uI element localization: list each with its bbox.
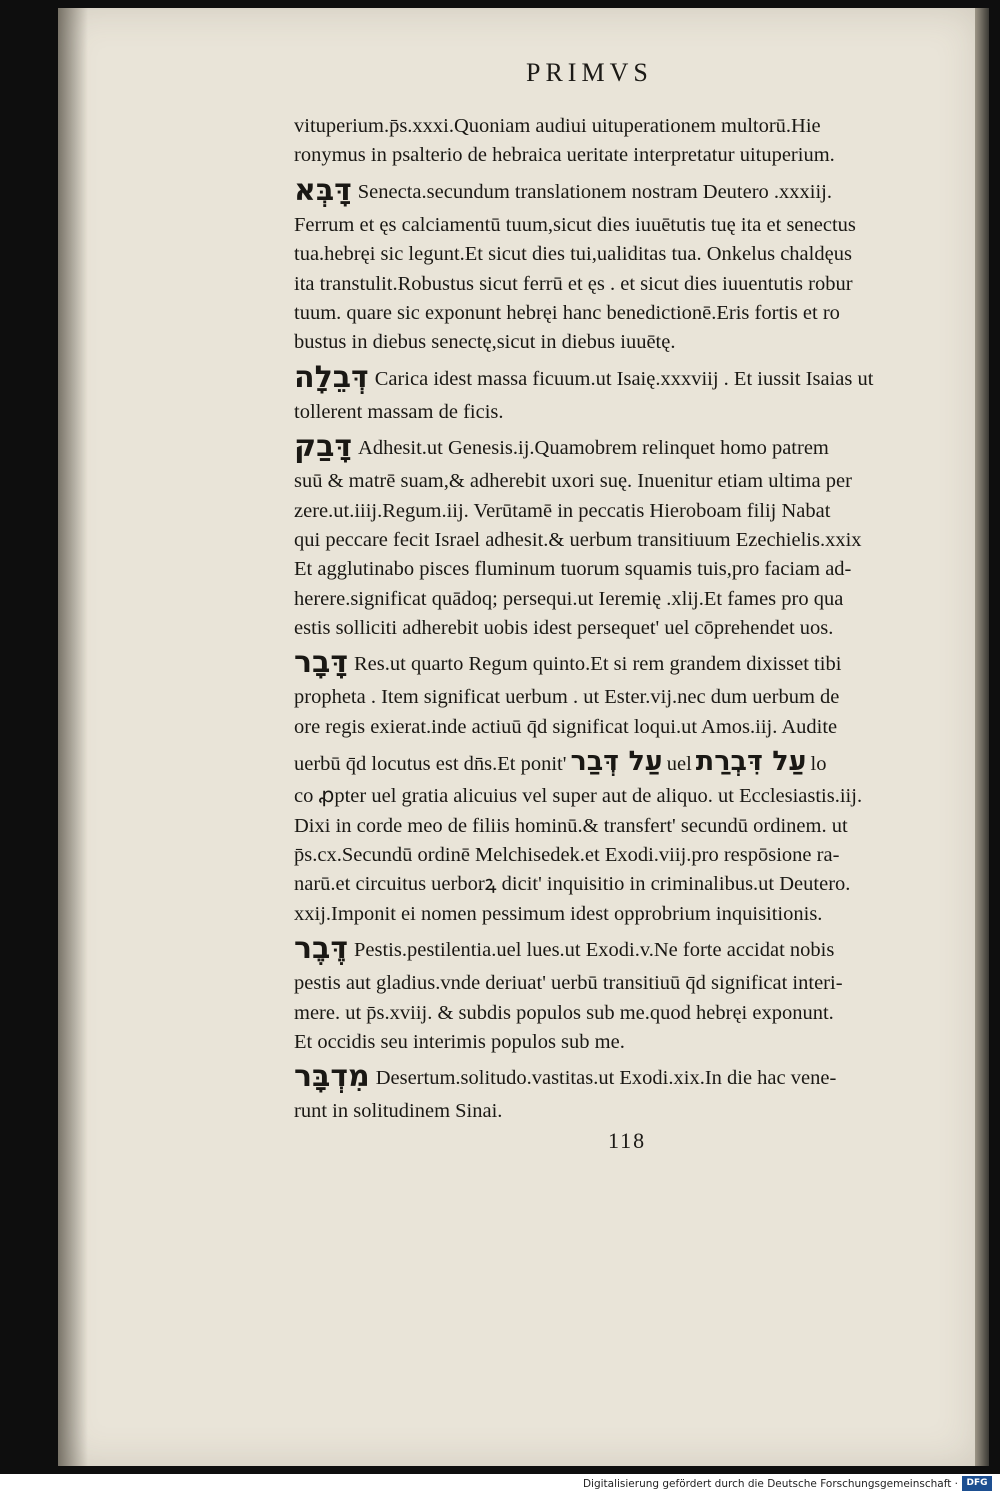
text-line — [294, 999, 942, 1028]
line-text: runt in solitudinem Sinai. — [294, 1100, 503, 1123]
text-line — [294, 1028, 942, 1057]
main-text-block — [294, 112, 942, 1127]
text-line — [294, 1097, 942, 1126]
text-line — [294, 398, 942, 427]
text-line — [294, 812, 942, 841]
line-text: tuum. quare sic exponunt hebręi hanc benedictionē.Eris fortis et ro — [294, 301, 840, 324]
line-text: suū & matrē suam,& adherebit uxori suę. Inuenitur etiam ultima per — [294, 470, 852, 493]
line-text: uel — [666, 753, 692, 776]
line-text: xxij.Imponit ei nomen pessimum idest opprobrium inquisitionis. — [294, 902, 823, 925]
text-line — [294, 841, 942, 870]
hebrew-phrase: עַל דִּבְרַת — [695, 746, 807, 778]
page-number: 118 — [608, 1128, 647, 1153]
line-text: Et occidis seu interimis populos sub me. — [294, 1030, 625, 1053]
text-line — [294, 643, 942, 683]
text-line — [294, 900, 942, 929]
page-edge — [975, 8, 989, 1466]
line-text: zere.ut.iiij.Regum.iij. Verūtamē in peccatis Hieroboam filij Nabat — [294, 499, 831, 522]
text-line — [294, 171, 942, 211]
line-text: ronymus in psalterio de hebraica ueritate interpretatur uituperium. — [294, 144, 835, 167]
text-line — [294, 614, 942, 643]
line-text: co ꝓpter uel gratia alicuius vel super aut de aliquo. ut Ecclesiastis.iij. — [294, 785, 863, 808]
hebrew-headword: דְּבֵלָה — [294, 359, 369, 395]
text-line — [294, 713, 942, 742]
hebrew-headword: דֶּבֶר — [294, 931, 348, 967]
text-line — [294, 742, 942, 782]
line-text: mere. ut p̄s.xviij. & subdis populos sub me.quod hebręi exponunt. — [294, 1001, 834, 1024]
text-line — [294, 427, 942, 467]
text-line — [294, 782, 942, 811]
line-text: Senecta.secundum translationem nostram Deutero .xxxiij. — [357, 180, 833, 203]
text-line — [294, 1057, 942, 1097]
hebrew-headword: דָּבְּא — [294, 172, 352, 208]
line-text: uerbū q̄d locutus est dn̄s.Et ponit' — [294, 753, 567, 776]
line-text: tollerent massam de ficis. — [294, 400, 504, 423]
text-line — [294, 328, 942, 357]
line-text: narū.et circuitus uerborꝝ dicit' inquisitio in criminalibus.ut Deutero. — [294, 873, 851, 896]
line-text: p̄s.cx.Secundū ordinē Melchisedek.et Exodi.viij.pro respōsione ra- — [294, 844, 840, 867]
line-text: estis solliciti adherebit uobis idest persequet' uel cōprehendet uos. — [294, 617, 834, 640]
running-head: PRIMVS — [526, 58, 653, 87]
line-text: bustus in diebus senectę,sicut in diebus iuuētę. — [294, 331, 676, 354]
text-line — [294, 585, 942, 614]
hebrew-headword: מִדְבָּר — [294, 1059, 370, 1095]
line-text: Dixi in corde meo de filiis hominū.& transfert' secundū ordinem. ut — [294, 814, 848, 837]
line-text: herere.significat quādoq; persequi.ut Ieremię .xlij.Et fames pro qua — [294, 587, 844, 610]
line-text: Carica idest massa ficuum.ut Isaię.xxxviij . Et iussit Isaias ut — [374, 367, 874, 390]
line-text: ore regis exierat.inde actiuū q̄d significat loqui.ut Amos.iij. Audite — [294, 715, 838, 738]
text-line — [294, 555, 942, 584]
line-text: tua.hebręi sic legunt.Et sicut dies tui,ualiditas tua. Onkelus chaldęus — [294, 243, 852, 266]
hebrew-headword: דָּבָר — [294, 645, 348, 681]
line-text: ita transtulit.Robustus sicut ferrū et ęs . et sicut dies iuuentutis robur — [294, 272, 853, 295]
hebrew-phrase: עַל דְּבַר — [570, 746, 663, 778]
line-text: Et agglutinabo pisces fluminum tuorum squamis tuis,pro faciam ad- — [294, 558, 852, 581]
text-line — [294, 497, 942, 526]
text-line — [294, 526, 942, 555]
text-line — [294, 211, 942, 240]
line-text: Ferrum et ęs calciamentū tuum,sicut dies iuuētutis tuę ita et senectus — [294, 213, 856, 236]
text-line — [294, 683, 942, 712]
text-line — [294, 358, 942, 398]
line-text: vituperium.p̄s.xxxi.Quoniam audiui uituperationem multorū.Hie — [294, 115, 821, 137]
line-text: qui peccare fecit Israel adhesit.& uerbum transitiuum Ezechielis.xxix — [294, 528, 862, 551]
text-line — [294, 870, 942, 899]
dfg-logo: DFG — [962, 1476, 992, 1491]
text-line — [294, 240, 942, 269]
line-text: Res.ut quarto Regum quinto.Et si rem grandem dixisset tibi — [354, 653, 842, 676]
text-line — [294, 467, 942, 496]
text-line — [294, 299, 942, 328]
funding-credit: Digitalisierung gefördert durch die Deutsche Forschungsgemeinschaft · — [582, 1478, 958, 1490]
text-line — [294, 929, 942, 969]
line-text: Desertum.solitudo.vastitas.ut Exodi.xix.In die hac vene- — [375, 1067, 837, 1090]
text-line — [294, 141, 942, 170]
text-line — [294, 270, 942, 299]
line-text: pestis aut gladius.vnde deriuat' uerbū transitiuū q̄d significat interi- — [294, 972, 843, 995]
line-text: lo — [810, 753, 827, 776]
line-text: Adhesit.ut Genesis.ij.Quamobrem relinquet homo patrem — [358, 437, 829, 460]
line-text: propheta . Item significat uerbum . ut Ester.vij.nec dum uerbum de — [294, 686, 840, 709]
text-line — [294, 112, 942, 141]
line-text: Pestis.pestilentia.uel lues.ut Exodi.v.Ne forte accidat nobis — [354, 939, 835, 962]
text-line — [294, 969, 942, 998]
hebrew-headword: דָּבַק — [294, 429, 353, 465]
page-gutter-shadow — [58, 8, 88, 1466]
